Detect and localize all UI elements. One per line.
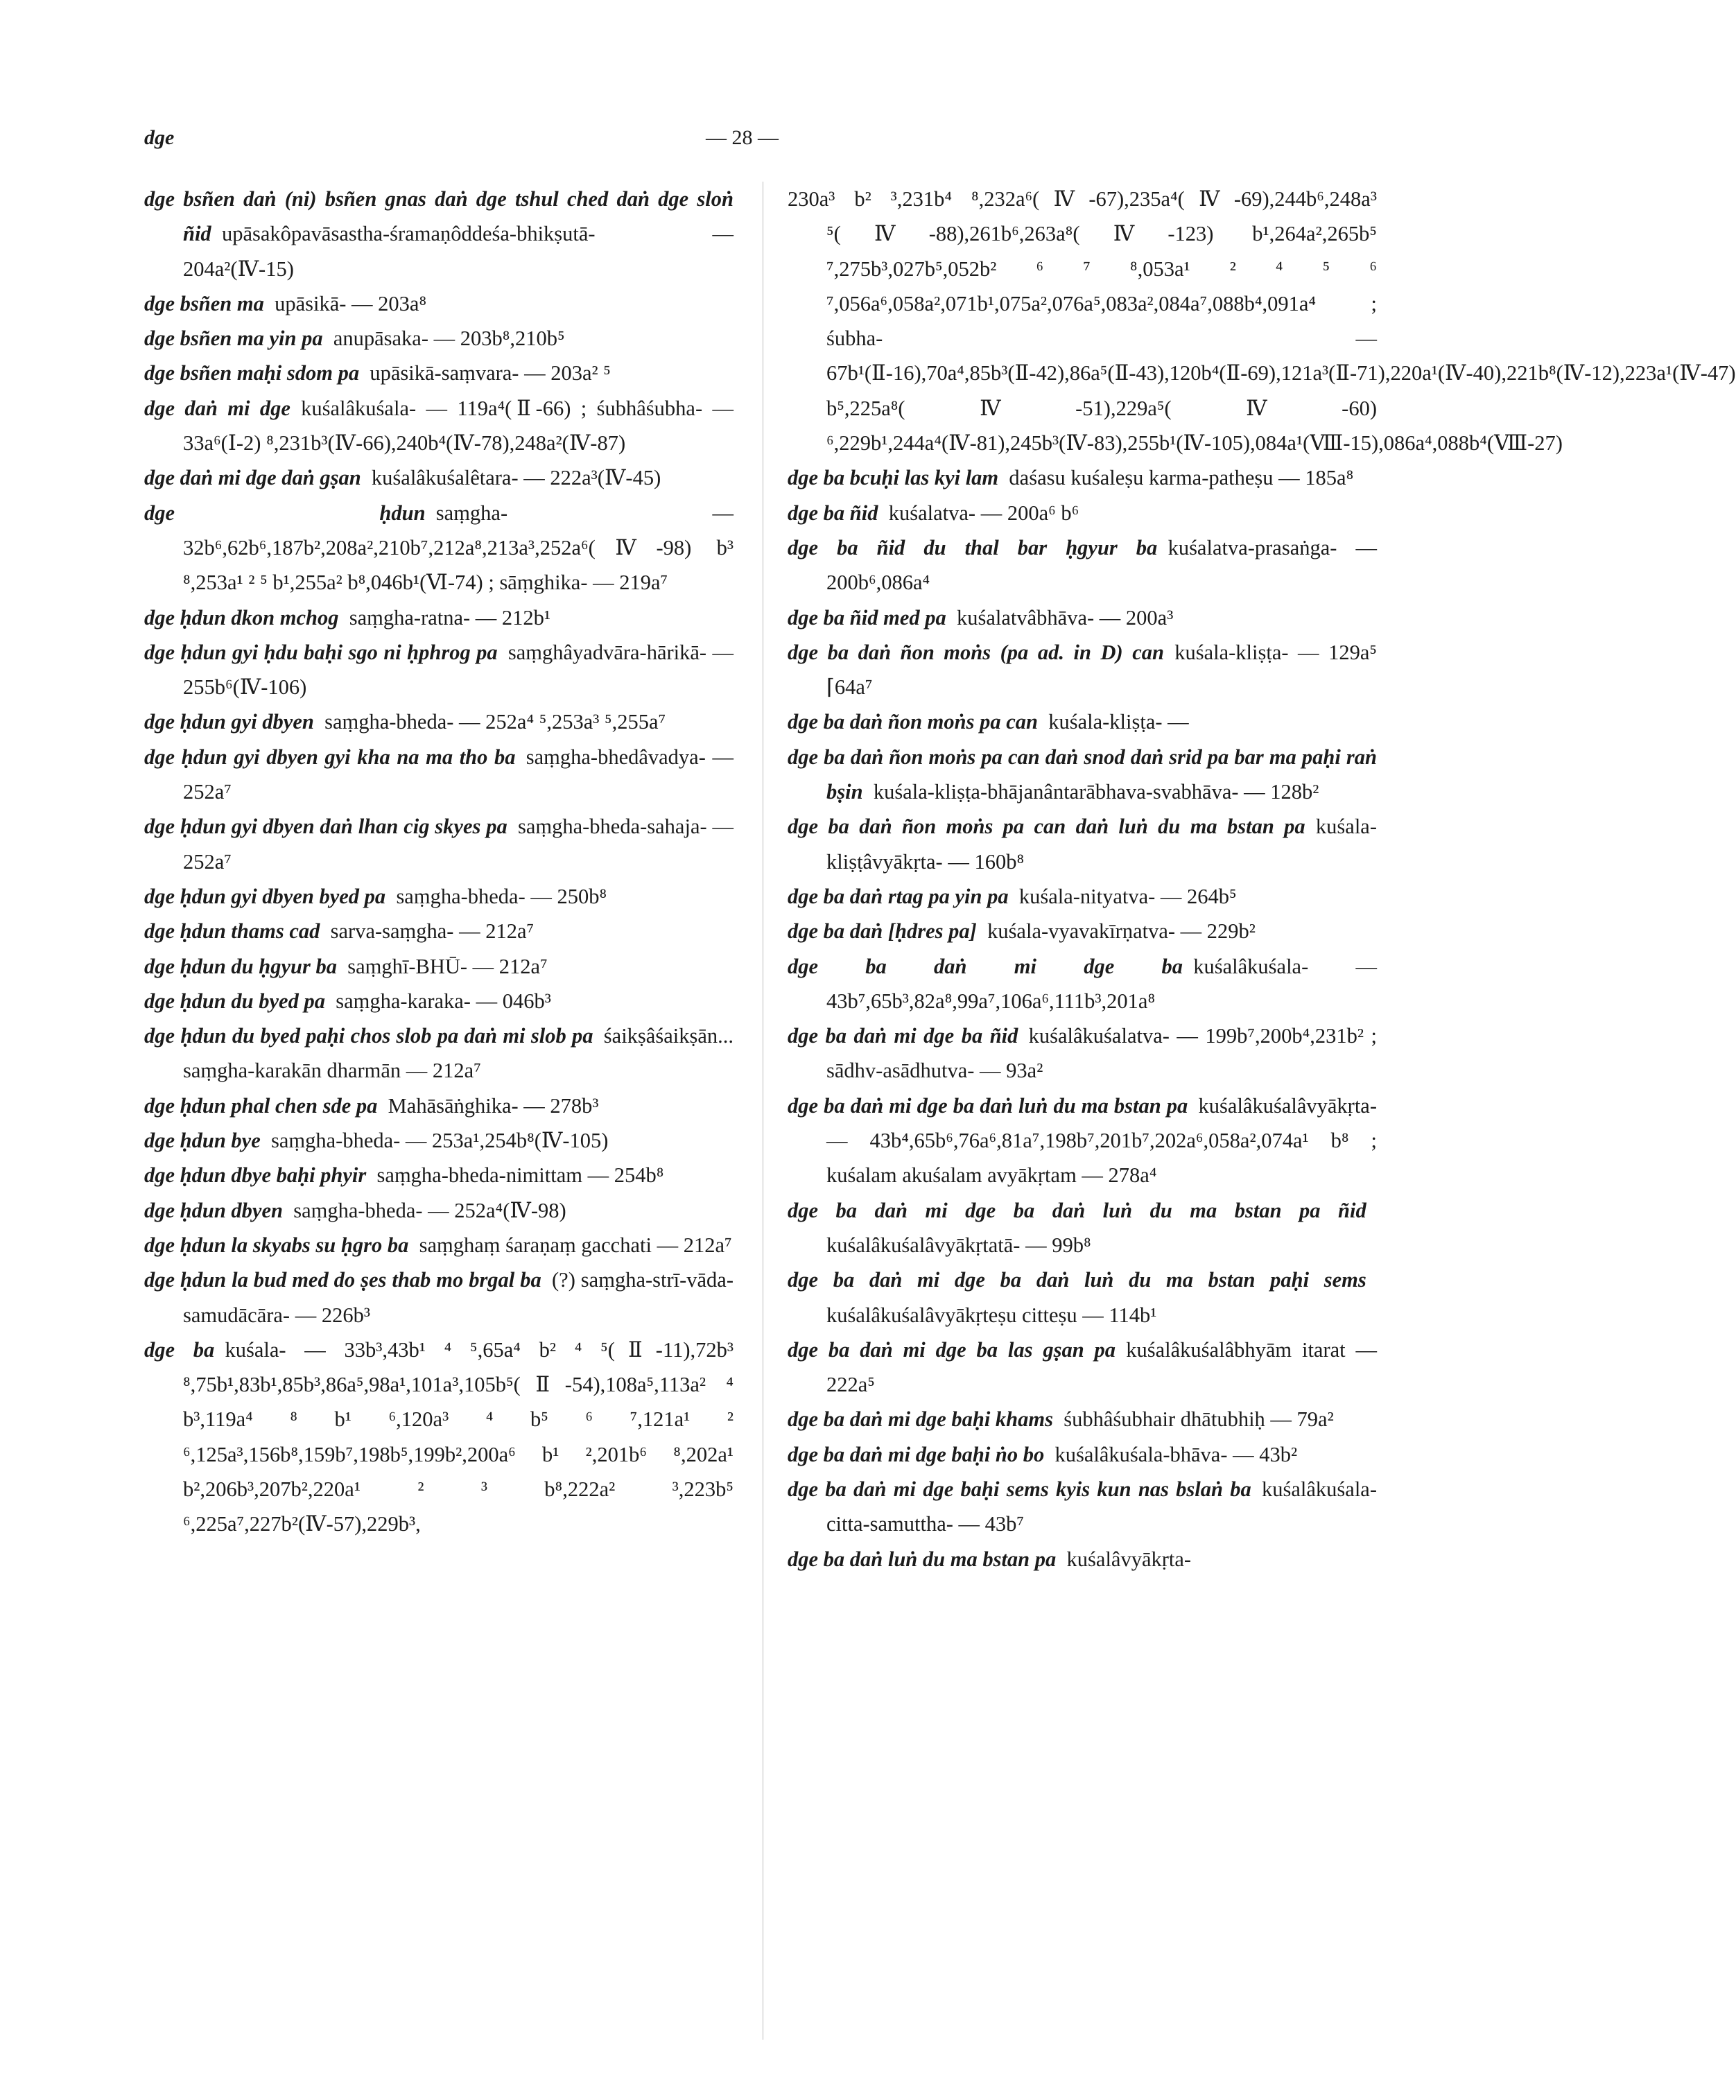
dictionary-entry: [788, 1472, 1377, 1542]
entry-gloss: saṃgha-bheda- — 253a¹,254b⁸(Ⅳ-105): [271, 1129, 609, 1153]
entry-gloss: 230a³ b² ³,231b⁴ ⁸,232a⁶(Ⅳ-67),235a⁴(Ⅳ-69),244b⁶,248a³ ⁵(Ⅳ-88),261b⁶,263a⁸(Ⅳ-123) b¹,264a²,265b⁵ ⁷,275b³,027b⁵,052b² ⁶ ⁷ ⁸,053a¹ ² ⁴ ⁵ ⁶ ⁷,056a⁶,058a²,071b¹,075a²,076a⁵,083a²,084a⁷,088b⁴,091a⁴ ; śubha- — 67b¹(Ⅱ-16),70a⁴,85b³(Ⅱ-42),86a⁵(Ⅱ-43),120b⁴(Ⅱ-69),121a³(Ⅱ-71),220a¹(Ⅳ-40),221b⁸(Ⅳ-12),223a¹(Ⅳ-47) b⁵,225a⁸(Ⅳ-51),229a⁵(Ⅳ-60) ⁶,229b¹,244a⁴(Ⅳ-81),245b³(Ⅳ-83),255b¹(Ⅳ-105),084a¹(Ⅷ-15),086a⁴,088b⁴(Ⅷ-27): [788, 187, 1736, 455]
entry-gloss: kuśalâkuśalatva- — 199b⁷,200b⁴,231b² ; sādhv-asādhutva- — 93a²: [826, 1024, 1378, 1083]
dictionary-entry: [788, 1542, 1377, 1577]
entry-headword: dge daṅ mi dge daṅ gṣan: [144, 466, 361, 490]
entry-headword: dge ba daṅ mi dge ba daṅ luṅ du ma bstan pa ñid: [788, 1198, 1366, 1222]
entry-headword: dge ba daṅ mi dge baḥi khams: [788, 1407, 1053, 1432]
entry-gloss: upāsakôpavāsastha-śramaṇôddeśa-bhikṣutā- — 204a²(Ⅳ-15): [183, 222, 734, 281]
dictionary-entry: [788, 914, 1377, 948]
left-column: [144, 182, 734, 1542]
dictionary-entry: [144, 1228, 734, 1262]
page-number: — 28 —: [706, 126, 779, 149]
dictionary-entry: [144, 1158, 734, 1192]
dictionary-entry: [788, 496, 1377, 530]
entry-headword: dge bsñen daṅ (ni) bsñen gnas daṅ dge tshul ched daṅ dge sloṅ ñid: [144, 187, 734, 246]
entry-headword: dge ba daṅ ñon moṅs pa can daṅ snod daṅ srid pa bar ma paḥi raṅ bṣin: [788, 745, 1377, 804]
dictionary-entry: [144, 984, 734, 1018]
dictionary-entry: [144, 391, 734, 461]
entry-headword: dge ba daṅ ñon moṅs pa can: [788, 710, 1038, 734]
dictionary-entry: [788, 949, 1377, 1019]
entry-gloss: sarva-saṃgha- — 212a⁷: [330, 919, 535, 944]
entry-headword: dge ba daṅ [ḥdres pa]: [788, 919, 977, 944]
entry-headword: dge ḥdun dkon mchog: [144, 605, 339, 630]
entry-headword: dge ba: [144, 1337, 215, 1362]
entry-gloss: upāsikā-saṃvara- — 203a² ⁵: [370, 361, 611, 385]
entry-gloss: kuśalâkuśala- — 119a⁴(Ⅱ-66) ; śubhâśubha- — 33a⁶(Ⅰ-2) ⁸,231b³(Ⅳ-66),240b⁴(Ⅳ-78),248a²(Ⅳ-87): [183, 396, 734, 455]
entry-gloss: saṃgha-bhedâvadya- — 252a⁷: [183, 745, 734, 804]
dictionary-entry: [788, 1402, 1377, 1437]
entry-headword: dge bsñen maḥi sdom pa: [144, 361, 360, 385]
entry-gloss: saṃgha-bheda- — 252a⁴(Ⅳ-98): [293, 1198, 566, 1222]
entry-headword: dge bsñen ma yin pa: [144, 327, 323, 351]
entry-gloss: saṃgha-ratna- — 212b¹: [349, 605, 551, 630]
entry-gloss: saṃghaṃ śaraṇaṃ gacchati — 212a⁷: [419, 1233, 732, 1257]
entry-headword: dge ḥdun la bud med do ṣes thab mo brgal ba: [144, 1268, 541, 1292]
entry-headword: dge ḥdun du ḥgyur ba: [144, 954, 337, 978]
entry-headword: dge ba ñid: [788, 501, 878, 525]
dictionary-entry: [788, 635, 1377, 705]
dictionary-entry: [788, 879, 1377, 914]
entry-headword: dge ba daṅ mi dge ba las gṣan pa: [788, 1337, 1116, 1362]
entry-gloss: kuśalâkuśalâvyākṛta- — 43b⁴,65b⁶,76a⁶,81a⁷,198b⁷,201b⁷,202a⁶,058a²,074a¹ b⁸ ; kuśalam akuśalam avyākṛtam — 278a⁴: [826, 1093, 1377, 1188]
entry-headword: dge ba ñid med pa: [788, 605, 946, 630]
dictionary-entry: [144, 1018, 734, 1088]
entry-headword: dge ba daṅ mi dge ba daṅ luṅ du ma bstan pa: [788, 1093, 1188, 1118]
dictionary-entry: [144, 1088, 734, 1123]
entry-gloss: kuśala- — 33b³,43b¹ ⁴ ⁵,65a⁴ b² ⁴ ⁵(Ⅱ-11),72b³ ⁸,75b¹,83b¹,85b³,86a⁵,98a¹,101a³,105b⁵(Ⅱ-54),108a⁵,113a² ⁴ b³,119a⁴ ⁸ b¹ ⁶,120a³ ⁴ b⁵ ⁶ ⁷,121a¹ ² ⁶,125a³,156b⁸,159b⁷,198b⁵,199b²,200a⁶ b¹ ²,201b⁶ ⁸,202a¹ b²,206b³,207b²,220a¹ ² ³ b⁸,222a² ³,223b⁵ ⁶,225a⁷,227b²(Ⅳ-57),229b³,: [183, 1337, 734, 1536]
entry-headword: dge ḥdun bye: [144, 1129, 261, 1153]
dictionary-entry: [788, 1088, 1377, 1193]
entry-gloss: kuśala-kliṣṭa- —: [1048, 710, 1189, 734]
entry-gloss: saṃghâyadvāra-hārikā- — 255b⁶(Ⅳ-106): [183, 640, 734, 700]
entry-headword: dge ba daṅ mi dge ba: [788, 954, 1183, 978]
entry-gloss: kuśalâkuśala- — 43b⁷,65b³,82a⁸,99a⁷,106a⁶,111b³,201a⁸: [826, 954, 1377, 1013]
entry-headword: dge ḥdun dbyen: [144, 1198, 283, 1222]
entry-headword: dge ba daṅ mi dge ba ñid: [788, 1024, 1018, 1048]
entry-gloss: kuśalatva-prasaṅga- — 200b⁶,086a⁴: [826, 535, 1377, 595]
dictionary-entry: [788, 1018, 1377, 1088]
dictionary-entry: [144, 321, 734, 356]
entry-gloss: kuśala-vyavakīrṇatva- — 229b²: [987, 919, 1256, 944]
entry-headword: dge ba daṅ mi dge baḥi ṅo bo: [788, 1442, 1045, 1466]
dictionary-entry: [144, 949, 734, 984]
entry-gloss: upāsikā- — 203a⁸: [275, 291, 427, 315]
dictionary-entry: [144, 1193, 734, 1228]
dictionary-entry: [144, 1333, 734, 1542]
entry-gloss: (?) saṃgha-strī-vāda-samudācāra- — 226b³: [183, 1268, 734, 1327]
entry-headword: dge ba bcuḥi las kyi lam: [788, 466, 999, 490]
entry-gloss: saṃgha-bheda-sahaja- — 252a⁷: [183, 815, 734, 874]
dictionary-entry: [788, 809, 1377, 879]
dictionary-entry: [788, 704, 1377, 739]
dictionary-entry: [144, 182, 734, 286]
entry-gloss: kuśalâkuśalâbhyām itarat — 222a⁵: [826, 1337, 1377, 1397]
dictionary-entry: [788, 182, 1736, 460]
entry-headword: dge ḥdun gyi dbyen byed pa: [144, 884, 386, 908]
dictionary-entry: [144, 740, 734, 810]
entry-headword: dge ba daṅ rtag pa yin pa: [788, 884, 1009, 908]
entry-gloss: saṃgha-karaka- — 046b³: [336, 989, 551, 1013]
entry-gloss: kuśala-kliṣṭâvyākṛta- — 160b⁸: [826, 815, 1377, 874]
entry-headword: dge ḥdun gyi ḥdu baḥi sgo ni ḥphrog pa: [144, 640, 498, 664]
entry-gloss: saṃgha- — 32b⁶,62b⁶,187b²,208a²,210b⁷,212a⁸,213a³,252a⁶(Ⅳ-98) b³ ⁸,253a¹ ² ⁵ b¹,255a² b⁸,046b¹(Ⅵ-74) ; sāṃghika- — 219a⁷: [183, 501, 734, 595]
entry-gloss: śaikṣâśaikṣān... saṃgha-karakān dharmān — 212a⁷: [183, 1024, 734, 1083]
dictionary-entry: [144, 460, 734, 495]
entry-gloss: kuśalâvyākṛta-: [1066, 1547, 1192, 1571]
entry-gloss: saṃghī-BHŪ- — 212a⁷: [347, 954, 548, 978]
entry-gloss: kuśalatvâbhāva- — 200a³: [957, 605, 1174, 630]
entry-gloss: kuśala-kliṣṭa-bhājanântarābhava-svabhāva- — 128b²: [873, 780, 1319, 804]
entry-headword: dge ḥdun gyi dbyen: [144, 710, 314, 734]
dictionary-entry: [788, 460, 1377, 495]
entry-headword: dge ḥdun phal chen sde pa: [144, 1093, 378, 1118]
entry-headword: dge ḥdun du byed pa: [144, 989, 325, 1013]
entry-gloss: kuśalâkuśala-citta-samuttha- — 43b⁷: [826, 1477, 1377, 1536]
entry-gloss: saṃgha-bheda-nimittam — 254b⁸: [376, 1163, 664, 1188]
dictionary-entry: [144, 1123, 734, 1158]
entry-headword: dge ḥdun la skyabs su ḥgro ba: [144, 1233, 409, 1257]
entry-headword: dge ba daṅ ñon moṅs (pa ad. in D) can: [788, 640, 1164, 664]
dictionary-entry: [144, 496, 734, 600]
entry-gloss: kuśalâkuśala-bhāva- — 43b²: [1054, 1442, 1298, 1466]
dictionary-entry: [788, 1262, 1377, 1333]
entry-headword: dge bsñen ma: [144, 291, 264, 315]
dictionary-entry: [788, 600, 1377, 635]
entry-gloss: kuśalâkuśalâvyākṛtatā- — 99b⁸: [826, 1233, 1091, 1257]
entry-headword: dge ḥdun thams cad: [144, 919, 320, 944]
entry-gloss: kuśala-kliṣṭa- — 129a⁵ ⌈64a⁷: [826, 640, 1378, 700]
entry-headword: dge ba daṅ mi dge baḥi sems kyis kun nas bslaṅ ba: [788, 1477, 1251, 1501]
entry-gloss: daśasu kuśaleṣu karma-patheṣu — 185a⁸: [1009, 466, 1354, 490]
dictionary-entry: [144, 286, 734, 321]
dictionary-entry: [788, 1437, 1377, 1472]
dictionary-entry: [788, 1333, 1377, 1403]
dictionary-entry: [144, 879, 734, 914]
entry-gloss: saṃgha-bheda- — 252a⁴ ⁵,253a³ ⁵,255a⁷: [324, 710, 666, 734]
dictionary-entry: [788, 530, 1377, 600]
dictionary-entry: [144, 809, 734, 879]
dictionary-entry: [144, 914, 734, 948]
dictionary-entry: [144, 356, 734, 390]
entry-headword: dge ba ñid du thal bar ḥgyur ba: [788, 535, 1158, 559]
entry-gloss: kuśalatva- — 200a⁶ b⁶: [888, 501, 1079, 525]
entry-gloss: anupāsaka- — 203b⁸,210b⁵: [333, 327, 565, 351]
entry-gloss: Mahāsāṅghika- — 278b³: [388, 1093, 599, 1118]
entry-headword: dge daṅ mi dge: [144, 396, 290, 420]
dictionary-entry: [144, 1262, 734, 1333]
dictionary-entry: [788, 1193, 1377, 1263]
entry-headword: dge ba daṅ ñon moṅs pa can daṅ luṅ du ma bstan pa: [788, 815, 1305, 839]
dictionary-entry: [144, 600, 734, 635]
dictionary-entry: [144, 635, 734, 705]
entry-gloss: śubhâśubhair dhātubhiḥ — 79a²: [1064, 1407, 1334, 1432]
right-column: [788, 182, 1736, 1577]
entry-gloss: kuśala-nityatva- — 264b⁵: [1018, 884, 1237, 908]
entry-headword: dge ḥdun gyi dbyen gyi kha na ma tho ba: [144, 745, 516, 769]
entry-headword: dge ḥdun gyi dbyen daṅ lhan cig skyes pa: [144, 815, 507, 839]
entry-headword: dge ḥdun: [144, 501, 426, 525]
running-head: dge: [144, 126, 175, 149]
entry-gloss: kuśalâkuśalêtara- — 222a³(Ⅳ-45): [371, 466, 661, 490]
dictionary-entry: [788, 740, 1377, 810]
entry-headword: dge ba daṅ luṅ du ma bstan pa: [788, 1547, 1057, 1571]
entry-headword: dge ḥdun du byed paḥi chos slob pa daṅ mi slob pa: [144, 1024, 593, 1048]
entry-gloss: kuśalâkuśalâvyākṛteṣu citteṣu — 114b¹: [826, 1303, 1157, 1327]
entry-headword: dge ḥdun dbye baḥi phyir: [144, 1163, 367, 1188]
dictionary-entry: [144, 704, 734, 739]
entry-gloss: saṃgha-bheda- — 250b⁸: [396, 884, 607, 908]
entry-headword: dge ba daṅ mi dge ba daṅ luṅ du ma bstan paḥi sems: [788, 1268, 1366, 1292]
